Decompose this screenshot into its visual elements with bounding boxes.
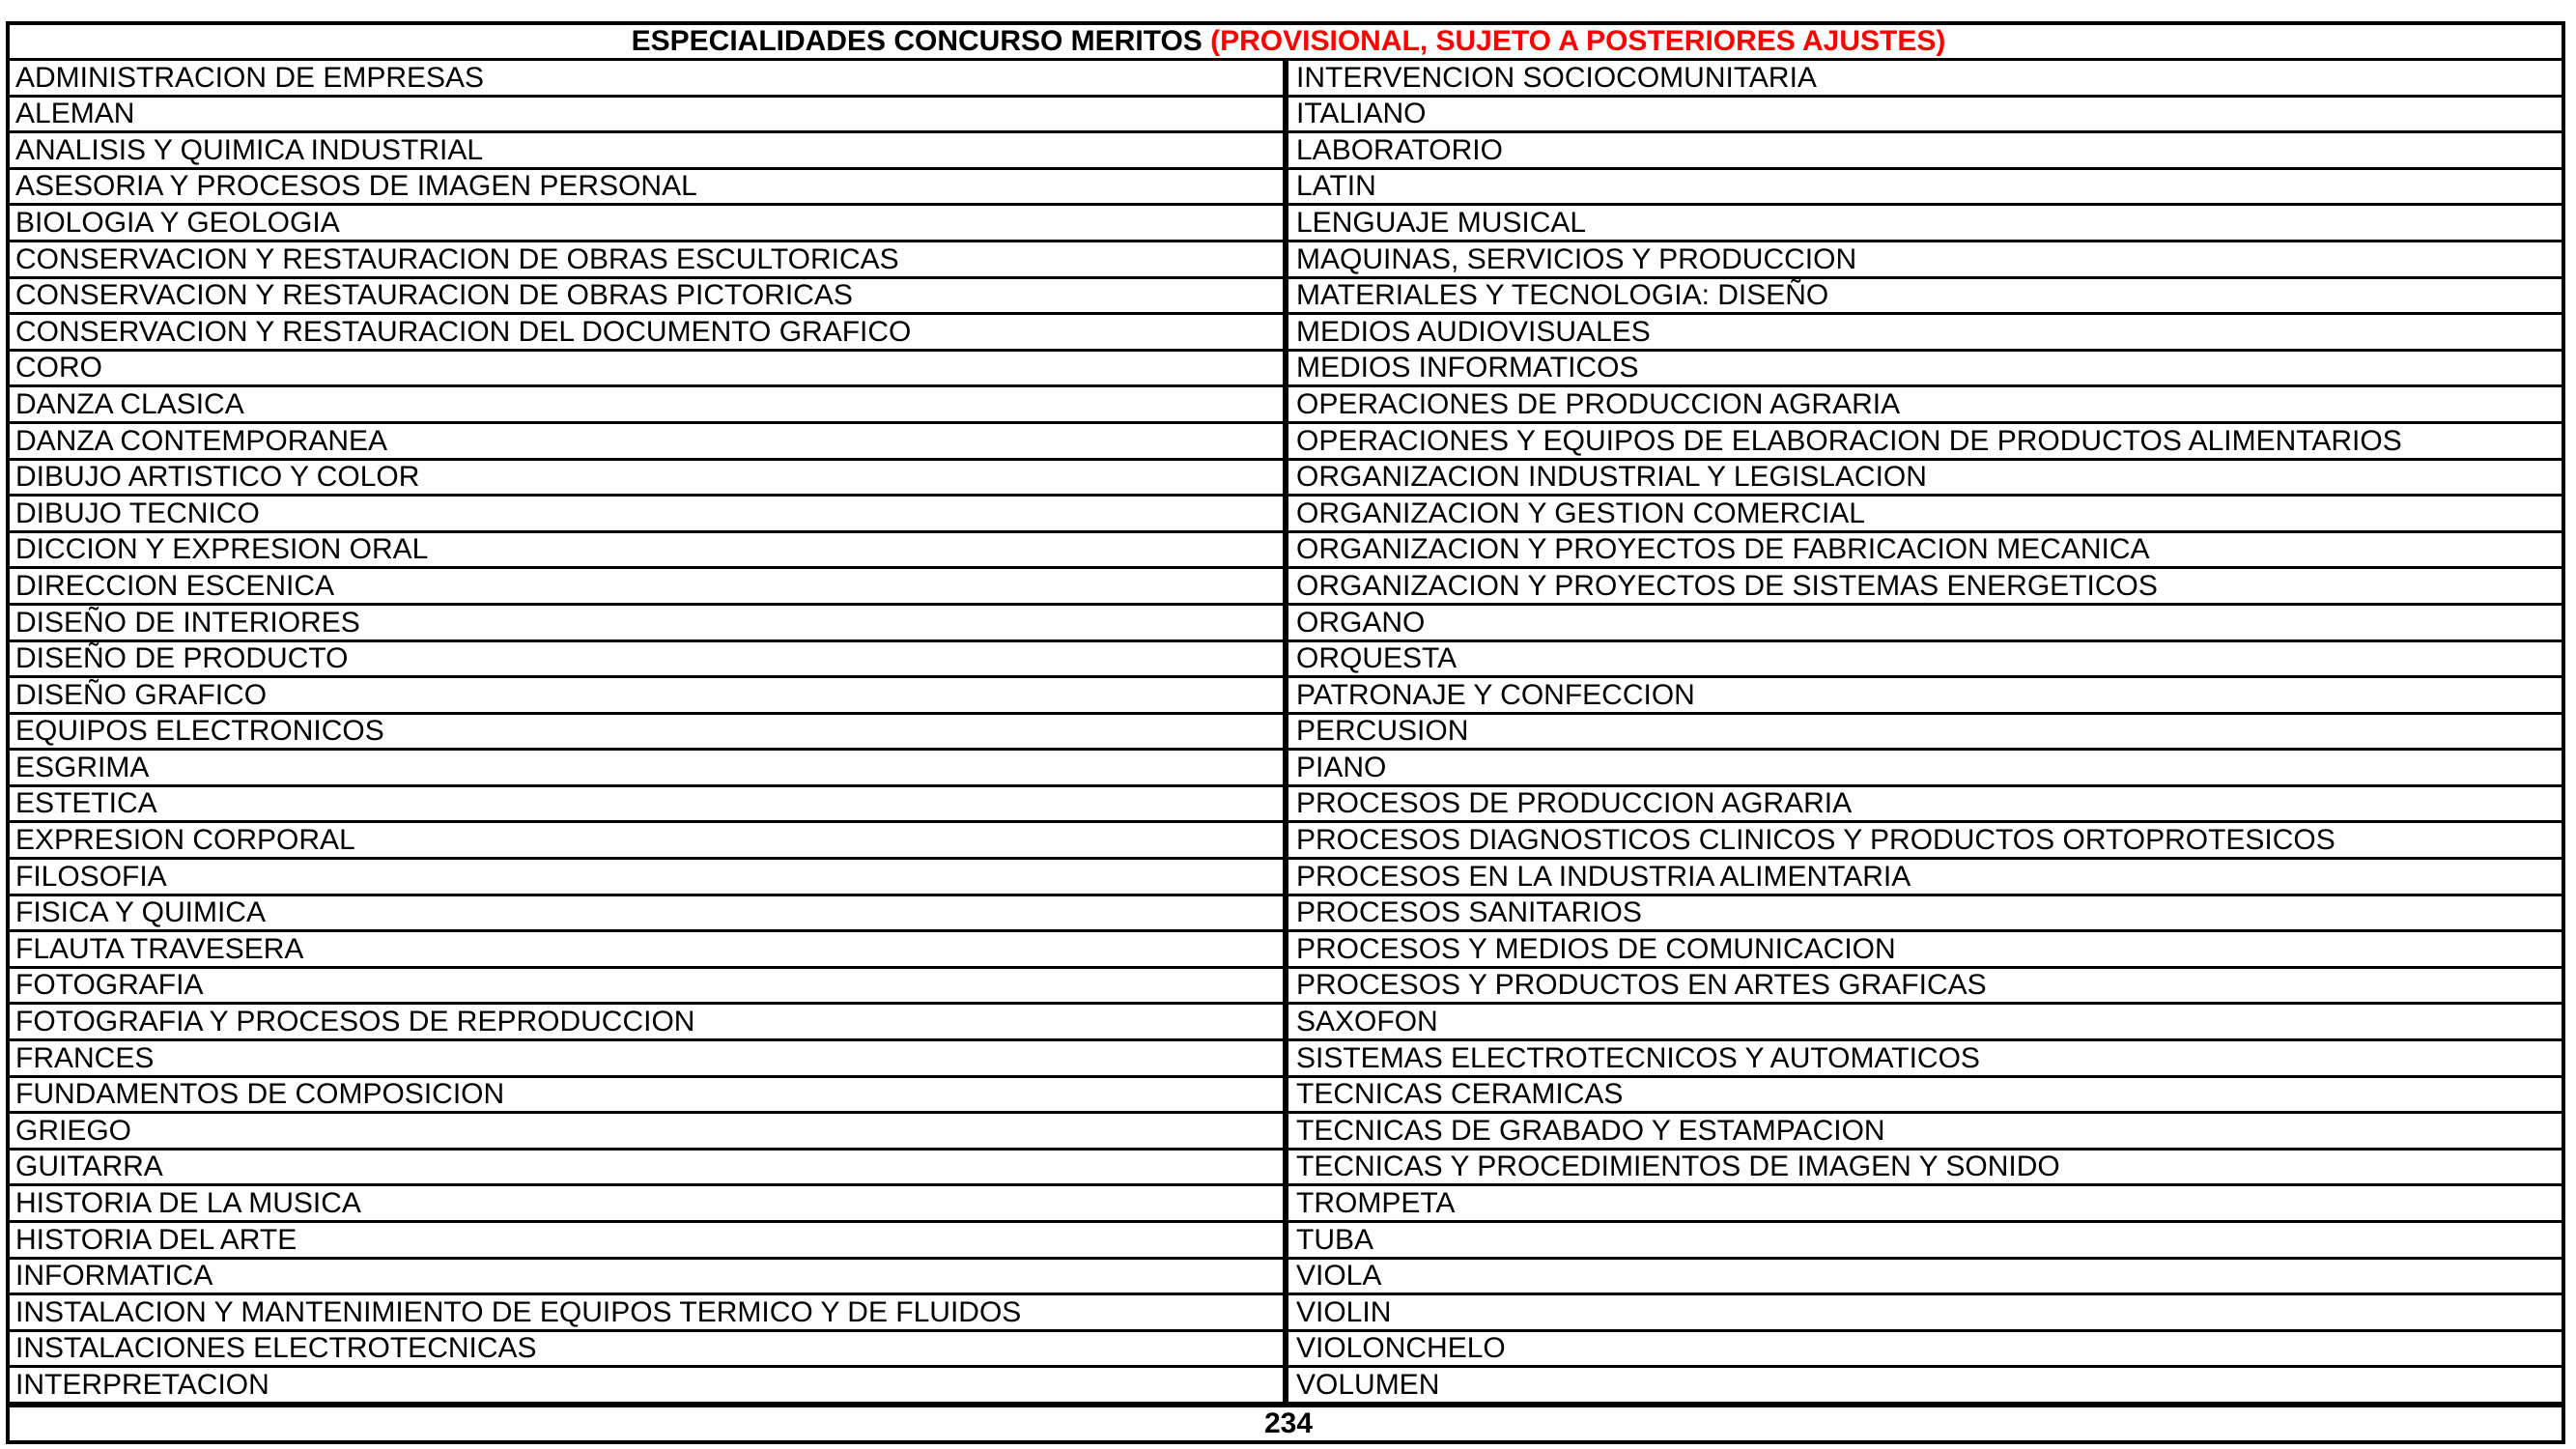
- specialty-cell-left: GUITARRA: [8, 1149, 1286, 1185]
- specialty-cell-left: FUNDAMENTOS DE COMPOSICION: [8, 1076, 1286, 1113]
- specialty-cell-left: EQUIPOS ELECTRONICOS: [8, 713, 1286, 750]
- table-row: [8, 1222, 2563, 1259]
- specialty-cell-right: MAQUINAS, SERVICIOS Y PRODUCCION: [1286, 241, 2563, 277]
- specialty-cell-left: ESTETICA: [8, 785, 1286, 822]
- specialty-cell-right: OPERACIONES Y EQUIPOS DE ELABORACION DE PRODUCTOS ALIMENTARIOS: [1286, 422, 2563, 459]
- table-row: [8, 168, 2563, 205]
- table-row: [8, 1367, 2563, 1405]
- provisional-note: (PROVISIONAL, SUJETO A POSTERIORES AJUSTES): [1210, 25, 1946, 57]
- specialty-cell-right: PERCUSION: [1286, 713, 2563, 750]
- specialty-cell-left: FLAUTA TRAVESERA: [8, 931, 1286, 968]
- specialty-cell-left: DISEÑO GRAFICO: [8, 677, 1286, 714]
- specialty-cell-right: PIANO: [1286, 750, 2563, 786]
- title-row: [8, 23, 2563, 60]
- specialty-cell-left: FRANCES: [8, 1040, 1286, 1077]
- specialty-cell-right: PROCESOS SANITARIOS: [1286, 895, 2563, 931]
- table-row: [8, 640, 2563, 677]
- specialty-cell-right: OPERACIONES DE PRODUCCION AGRARIA: [1286, 386, 2563, 423]
- table-row: [8, 1113, 2563, 1150]
- specialty-cell-left: INSTALACIONES ELECTROTECNICAS: [8, 1330, 1286, 1367]
- specialty-cell-right: PROCESOS Y PRODUCTOS EN ARTES GRAFICAS: [1286, 967, 2563, 1004]
- specialty-cell-right: ORGANIZACION Y GESTION COMERCIAL: [1286, 496, 2563, 532]
- specialty-cell-right: PROCESOS EN LA INDUSTRIA ALIMENTARIA: [1286, 859, 2563, 895]
- specialty-cell-left: ASESORIA Y PROCESOS DE IMAGEN PERSONAL: [8, 168, 1286, 205]
- table-row: [8, 713, 2563, 750]
- table-row: [8, 1330, 2563, 1367]
- table-row: [8, 931, 2563, 968]
- table-row: [8, 568, 2563, 605]
- specialty-cell-right: LENGUAJE MUSICAL: [1286, 205, 2563, 242]
- specialty-cell-right: INTERVENCION SOCIOCOMUNITARIA: [1286, 60, 2563, 97]
- table-row: [8, 859, 2563, 895]
- specialty-cell-right: LABORATORIO: [1286, 132, 2563, 169]
- specialty-cell-right: TECNICAS CERAMICAS: [1286, 1076, 2563, 1113]
- specialty-cell-right: VIOLONCHELO: [1286, 1330, 2563, 1367]
- specialty-cell-right: ORQUESTA: [1286, 640, 2563, 677]
- specialty-cell-right: ORGANIZACION INDUSTRIAL Y LEGISLACION: [1286, 459, 2563, 496]
- specialty-cell-left: DANZA CLASICA: [8, 386, 1286, 423]
- table-row: [8, 1076, 2563, 1113]
- table-row: [8, 604, 2563, 640]
- table-row: [8, 677, 2563, 714]
- specialty-cell-left: CORO: [8, 350, 1286, 386]
- specialty-cell-left: ANALISIS Y QUIMICA INDUSTRIAL: [8, 132, 1286, 169]
- specialty-cell-right: TUBA: [1286, 1222, 2563, 1259]
- specialty-cell-left: FILOSOFIA: [8, 859, 1286, 895]
- table-row: [8, 386, 2563, 423]
- table-row: [8, 277, 2563, 314]
- table-row: [8, 60, 2563, 97]
- table-row: [8, 531, 2563, 568]
- specialty-cell-right: MATERIALES Y TECNOLOGIA: DISEÑO: [1286, 277, 2563, 314]
- specialty-cell-right: ORGANO: [1286, 604, 2563, 640]
- table-row: [8, 96, 2563, 132]
- specialty-cell-left: INSTALACION Y MANTENIMIENTO DE EQUIPOS TERMICO Y DE FLUIDOS: [8, 1294, 1286, 1331]
- specialty-cell-right: PROCESOS DE PRODUCCION AGRARIA: [1286, 785, 2563, 822]
- specialty-cell-right: ORGANIZACION Y PROYECTOS DE SISTEMAS ENERGETICOS: [1286, 568, 2563, 605]
- specialty-cell-right: TECNICAS DE GRABADO Y ESTAMPACION: [1286, 1113, 2563, 1150]
- specialty-cell-left: FOTOGRAFIA Y PROCESOS DE REPRODUCCION: [8, 1004, 1286, 1040]
- specialty-cell-right: PROCESOS Y MEDIOS DE COMUNICACION: [1286, 931, 2563, 968]
- specialty-cell-left: DIRECCION ESCENICA: [8, 568, 1286, 605]
- table-row: [8, 822, 2563, 859]
- table-row: [8, 1185, 2563, 1222]
- specialty-cell-right: SISTEMAS ELECTROTECNICOS Y AUTOMATICOS: [1286, 1040, 2563, 1077]
- specialty-cell-left: HISTORIA DE LA MUSICA: [8, 1185, 1286, 1222]
- total-row: [8, 1405, 2563, 1442]
- table-row: [8, 1004, 2563, 1040]
- table-row: [8, 496, 2563, 532]
- table-row: [8, 314, 2563, 351]
- table-row: [8, 241, 2563, 277]
- specialty-cell-right: PATRONAJE Y CONFECCION: [1286, 677, 2563, 714]
- table-row: [8, 750, 2563, 786]
- table-row: [8, 205, 2563, 242]
- specialty-cell-right: TROMPETA: [1286, 1185, 2563, 1222]
- specialty-cell-left: HISTORIA DEL ARTE: [8, 1222, 1286, 1259]
- specialties-table: [6, 21, 2565, 1444]
- specialty-cell-left: BIOLOGIA Y GEOLOGIA: [8, 205, 1286, 242]
- specialty-cell-left: DANZA CONTEMPORANEA: [8, 422, 1286, 459]
- specialty-cell-right: MEDIOS AUDIOVISUALES: [1286, 314, 2563, 351]
- table-row: [8, 350, 2563, 386]
- specialty-cell-left: INTERPRETACION: [8, 1367, 1286, 1405]
- table-row: [8, 1149, 2563, 1185]
- specialty-cell-right: SAXOFON: [1286, 1004, 2563, 1040]
- title-text: ESPECIALIDADES CONCURSO MERITOS: [631, 25, 1203, 57]
- table-title: [8, 23, 2563, 60]
- specialty-cell-left: ADMINISTRACION DE EMPRESAS: [8, 60, 1286, 97]
- table-row: [8, 422, 2563, 459]
- specialty-cell-left: EXPRESION CORPORAL: [8, 822, 1286, 859]
- total-count: 234: [8, 1405, 2563, 1442]
- specialty-cell-right: VIOLA: [1286, 1258, 2563, 1294]
- table-row: [8, 895, 2563, 931]
- specialty-cell-left: GRIEGO: [8, 1113, 1286, 1150]
- specialty-cell-left: FISICA Y QUIMICA: [8, 895, 1286, 931]
- specialty-cell-right: TECNICAS Y PROCEDIMIENTOS DE IMAGEN Y SONIDO: [1286, 1149, 2563, 1185]
- specialty-cell-left: CONSERVACION Y RESTAURACION DEL DOCUMENTO GRAFICO: [8, 314, 1286, 351]
- table-row: [8, 459, 2563, 496]
- specialty-cell-left: DISEÑO DE PRODUCTO: [8, 640, 1286, 677]
- table-row: [8, 1294, 2563, 1331]
- specialty-cell-right: MEDIOS INFORMATICOS: [1286, 350, 2563, 386]
- specialty-cell-left: FOTOGRAFIA: [8, 967, 1286, 1004]
- specialty-cell-right: VOLUMEN: [1286, 1367, 2563, 1405]
- table-row: [8, 132, 2563, 169]
- specialty-cell-right: LATIN: [1286, 168, 2563, 205]
- specialty-cell-right: VIOLIN: [1286, 1294, 2563, 1331]
- specialty-cell-left: DICCION Y EXPRESION ORAL: [8, 531, 1286, 568]
- specialty-cell-right: PROCESOS DIAGNOSTICOS CLINICOS Y PRODUCTOS ORTOPROTESICOS: [1286, 822, 2563, 859]
- table-row: [8, 1040, 2563, 1077]
- specialty-cell-right: ITALIANO: [1286, 96, 2563, 132]
- specialty-cell-right: ORGANIZACION Y PROYECTOS DE FABRICACION MECANICA: [1286, 531, 2563, 568]
- specialty-cell-left: INFORMATICA: [8, 1258, 1286, 1294]
- specialty-cell-left: DISEÑO DE INTERIORES: [8, 604, 1286, 640]
- table-row: [8, 967, 2563, 1004]
- table-row: [8, 785, 2563, 822]
- specialty-cell-left: CONSERVACION Y RESTAURACION DE OBRAS ESCULTORICAS: [8, 241, 1286, 277]
- specialty-cell-left: DIBUJO ARTISTICO Y COLOR: [8, 459, 1286, 496]
- specialty-cell-left: CONSERVACION Y RESTAURACION DE OBRAS PICTORICAS: [8, 277, 1286, 314]
- specialty-cell-left: ESGRIMA: [8, 750, 1286, 786]
- specialty-cell-left: DIBUJO TECNICO: [8, 496, 1286, 532]
- specialty-cell-left: ALEMAN: [8, 96, 1286, 132]
- table-row: [8, 1258, 2563, 1294]
- table-body: [8, 23, 2563, 1442]
